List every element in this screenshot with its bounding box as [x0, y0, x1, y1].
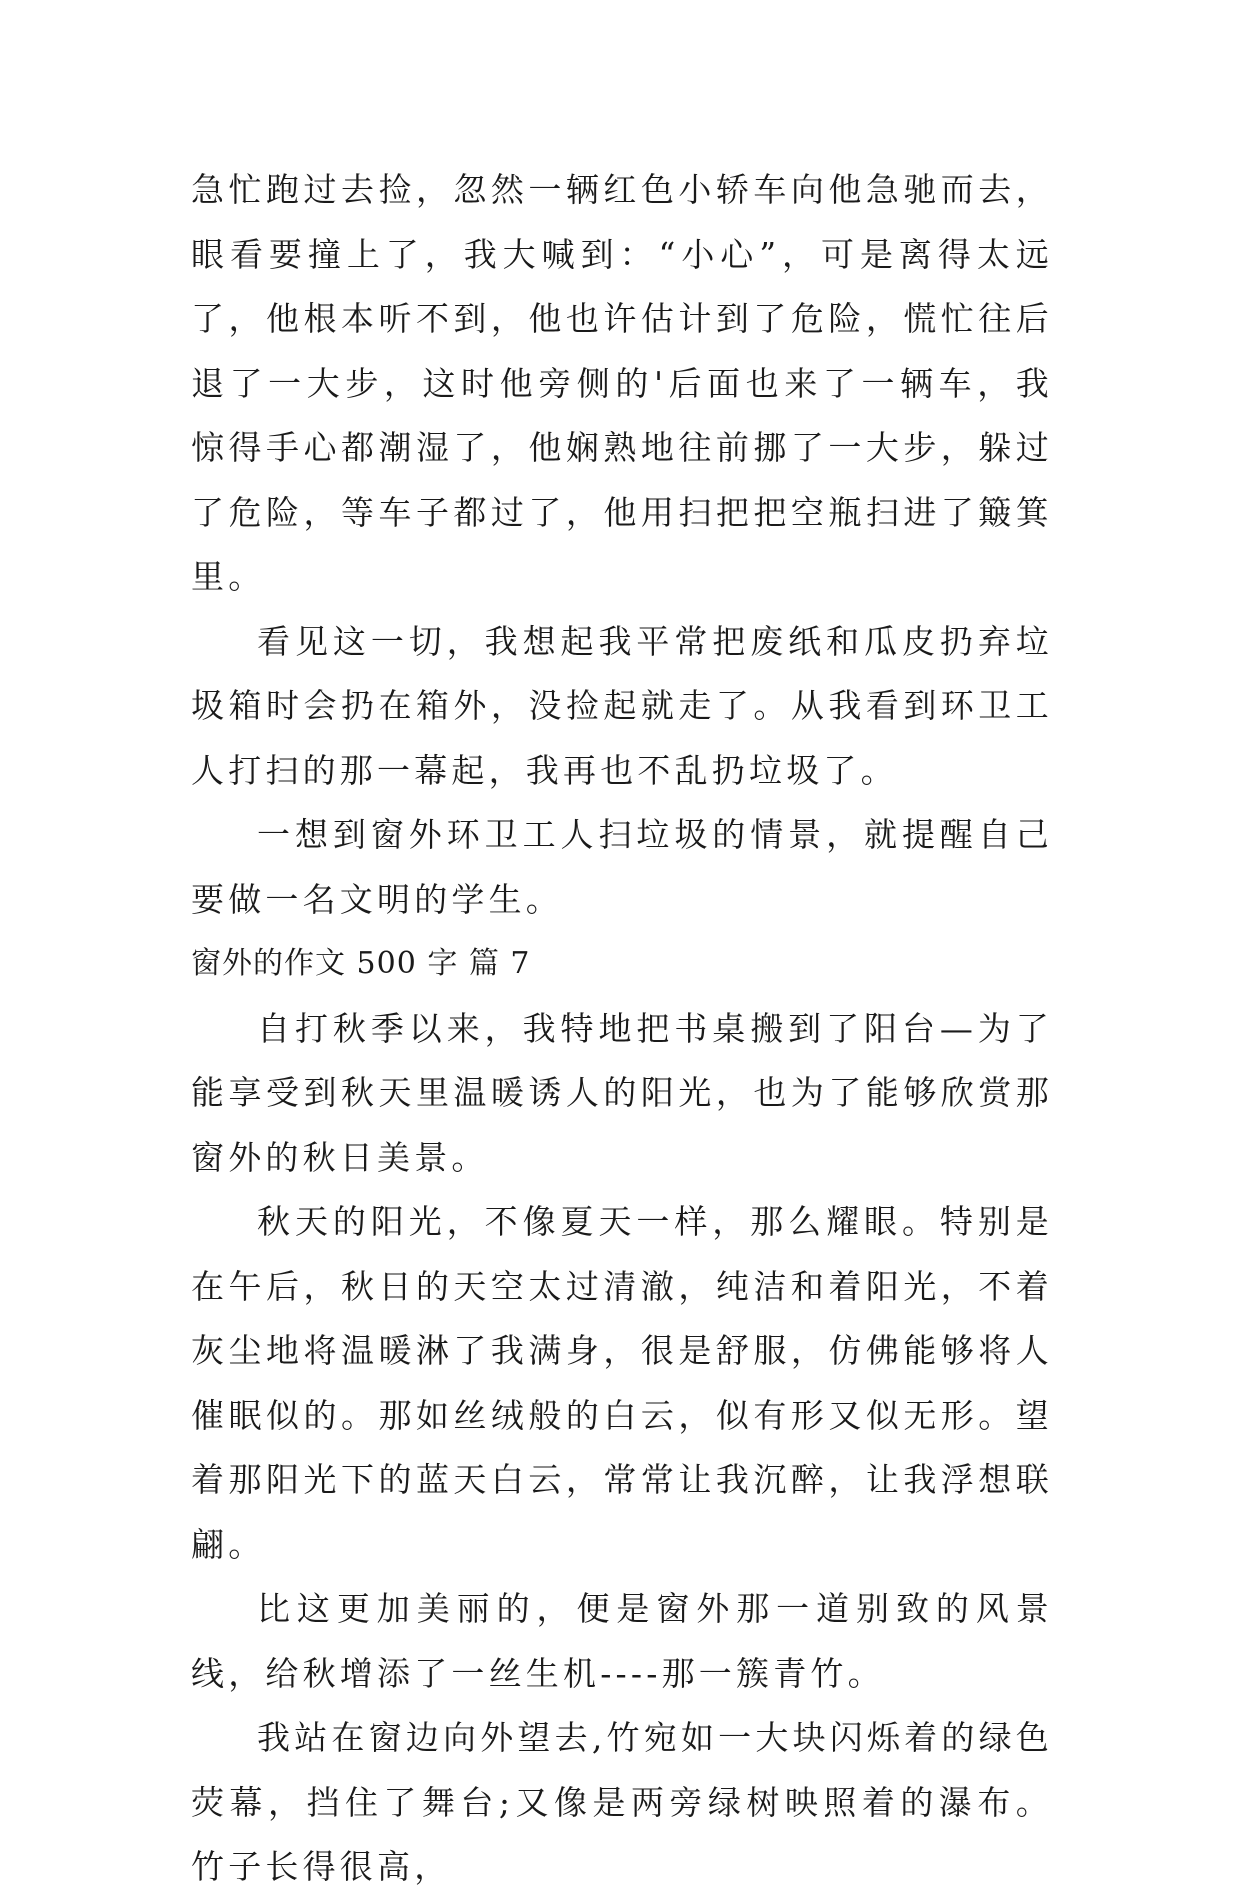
paragraph-intro: 自打秋季以来，我特地把书桌搬到了阳台—为了能享受到秋天里温暖诱人的阳光，也为了能够欣赏那窗外的秋日美景。: [191, 1008, 1053, 1177]
paragraph-conclusion: 一想到窗外环卫工人扫垃圾的情景，就提醒自己要做一名文明的学生。: [191, 815, 1053, 919]
essay-heading: 窗外的作文 500 字 篇 7: [191, 946, 531, 981]
paragraph-bamboo: 比这更加美丽的，便是窗外那一道别致的风景线，给秋增添了一丝生机----那一簇青竹。: [191, 1589, 1053, 1693]
paragraph-sunlight: 秋天的阳光，不像夏天一样，那么耀眼。特别是在午后，秋日的天空太过清澈，纯洁和着阳光，不着灰尘地将温暖淋了我满身，很是舒服，仿佛能够将人催眠似的。那如丝绒般的白云，似有形又似无形。望着那阳光下的蓝天白云，常常让我沉醉，让我浮想联翩。: [191, 1202, 1053, 1564]
document-page: [191, 158, 1053, 1900]
paragraph-reflection: 看见这一切，我想起我平常把废纸和瓜皮扔弃垃圾箱时会扔在箱外，没捡起就走了。从我看到环卫工人打扫的那一幕起，我再也不乱扔垃圾了。: [191, 621, 1053, 790]
paragraph-window-view: 我站在窗边向外望去,竹宛如一大块闪烁着的绿色荧幕，挡住了舞台;又像是两旁绿树映照着的瀑布。竹子长得很高，: [191, 1718, 1053, 1886]
paragraph-continuation: 急忙跑过去捡，忽然一辆红色小轿车向他急驰而去，眼看要撞上了，我大喊到：“小心”，可是离得太远了，他根本听不到，他也许估计到了危险，慌忙往后退了一大步，这时他旁侧的'后面也来了一辆车，我惊得手心都潮湿了，他娴熟地往前挪了一大步，躲过了危险，等车子都过了，他用扫把把空瓶扫进了簸箕里。: [191, 170, 1053, 596]
